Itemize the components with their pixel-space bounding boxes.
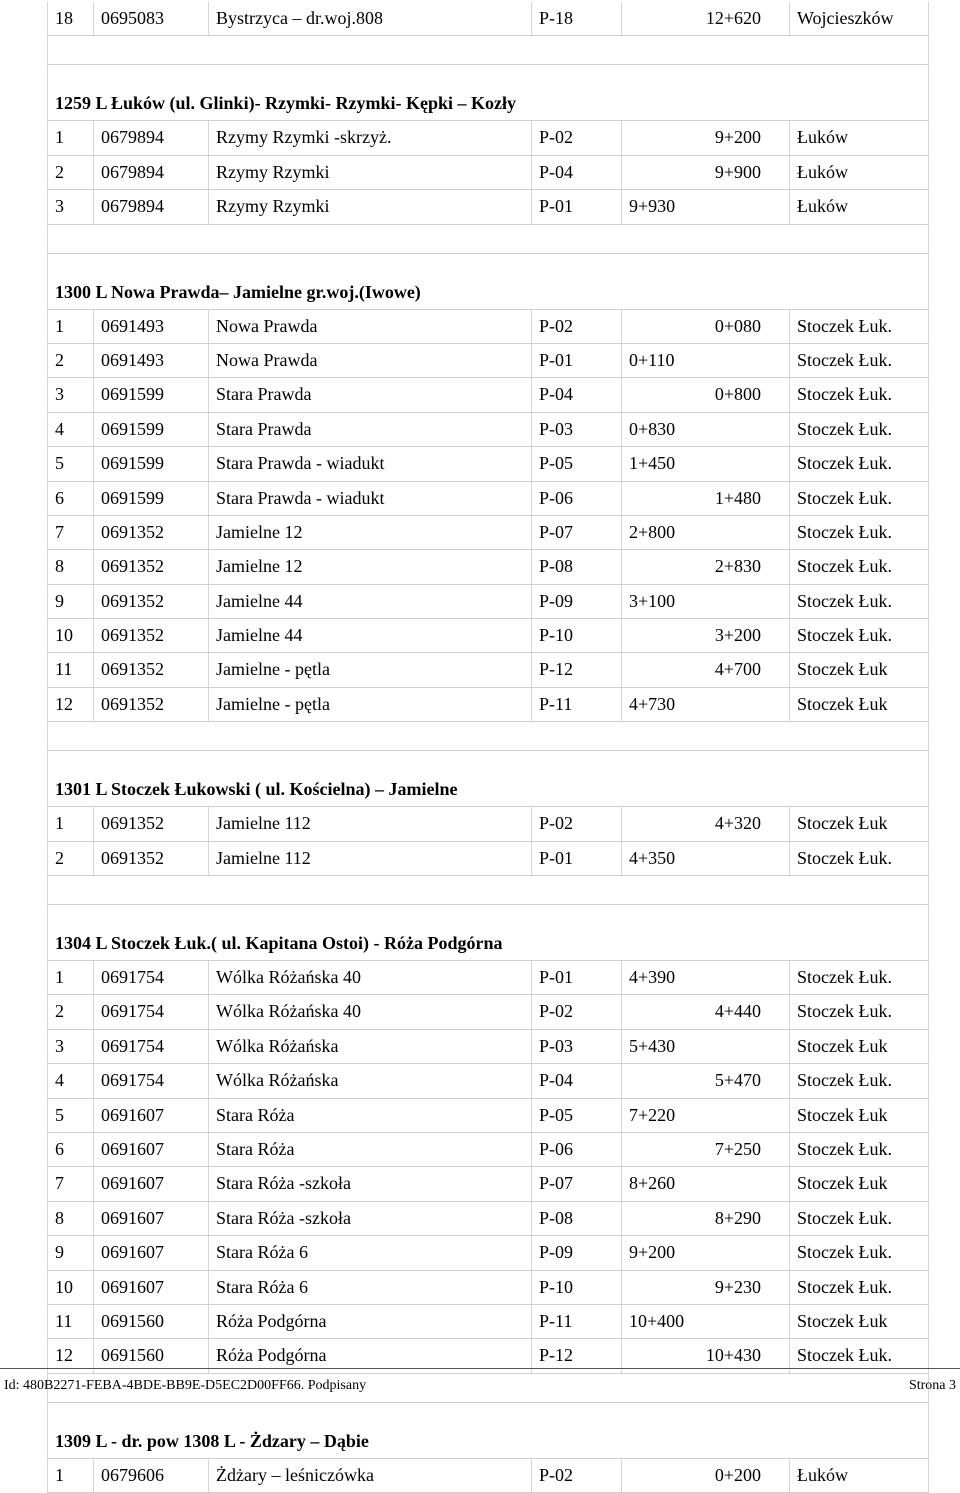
point-cell: P-04 [532, 378, 622, 411]
code-cell: 0691493 [94, 344, 209, 377]
city-cell: Stoczek Łuk. [790, 482, 929, 515]
row-number: 8 [47, 550, 94, 583]
row-number: 5 [47, 1099, 94, 1132]
point-cell: P-02 [532, 995, 622, 1028]
city-cell: Stoczek Łuk [790, 1167, 929, 1200]
section-heading [47, 751, 929, 807]
km-cell: 9+200 [622, 121, 790, 154]
code-cell: 0679894 [94, 121, 209, 154]
point-cell: P-06 [532, 482, 622, 515]
section-title: 1304 L Stoczek Łuk.( ul. Kapitana Ostoi) - Róża Podgórna [55, 933, 503, 954]
row-number: 12 [47, 1339, 94, 1372]
code-cell: 0691560 [94, 1339, 209, 1372]
city-cell: Stoczek Łuk. [790, 1133, 929, 1166]
point-cell: P-04 [532, 156, 622, 189]
point-cell: P-05 [532, 1099, 622, 1132]
point-cell: P-03 [532, 1030, 622, 1063]
km-cell: 0+200 [622, 1459, 790, 1492]
point-cell: P-08 [532, 550, 622, 583]
point-cell: P-02 [532, 121, 622, 154]
point-cell: P-02 [532, 310, 622, 343]
table-row [47, 995, 929, 1029]
row-number: 1 [47, 121, 94, 154]
point-cell: P-01 [532, 842, 622, 875]
table-row [47, 842, 929, 876]
row-number: 7 [47, 1167, 94, 1200]
city-cell: Stoczek Łuk [790, 688, 929, 721]
city-cell: Stoczek Łuk. [790, 1339, 929, 1372]
city-cell: Stoczek Łuk. [790, 413, 929, 446]
row-number: 4 [47, 1064, 94, 1097]
km-cell: 9+900 [622, 156, 790, 189]
code-cell: 0679894 [94, 190, 209, 223]
place-cell: Jamielne - pętla [209, 688, 532, 721]
table-row [47, 1202, 929, 1236]
point-cell: P-05 [532, 447, 622, 480]
place-cell: Wólka Różańska 40 [209, 995, 532, 1028]
city-cell: Stoczek Łuk. [790, 516, 929, 549]
code-cell: 0691754 [94, 1030, 209, 1063]
row-number: 7 [47, 516, 94, 549]
section-heading [47, 254, 929, 310]
place-cell: Stara Prawda - wiadukt [209, 482, 532, 515]
city-cell: Stoczek Łuk. [790, 344, 929, 377]
table-row [47, 344, 929, 378]
km-cell: 9+930 [622, 190, 790, 223]
table-row [47, 653, 929, 687]
row-number: 11 [47, 653, 94, 686]
city-cell: Stoczek Łuk. [790, 447, 929, 480]
point-cell: P-01 [532, 190, 622, 223]
km-cell: 10+400 [622, 1305, 790, 1338]
city-cell: Łuków [790, 190, 929, 223]
point-cell: P-12 [532, 1339, 622, 1372]
code-cell: 0691352 [94, 653, 209, 686]
place-cell: Stara Prawda - wiadukt [209, 447, 532, 480]
point-cell: P-11 [532, 688, 622, 721]
city-cell: Stoczek Łuk. [790, 585, 929, 618]
point-cell: P-07 [532, 516, 622, 549]
km-cell: 4+700 [622, 653, 790, 686]
point-cell: P-06 [532, 1133, 622, 1166]
city-cell: Łuków [790, 121, 929, 154]
city-cell: Stoczek Łuk. [790, 1236, 929, 1269]
row-number: 6 [47, 482, 94, 515]
city-cell: Stoczek Łuk. [790, 550, 929, 583]
row-number: 1 [47, 1459, 94, 1492]
table-row [47, 378, 929, 412]
row-number: 10 [47, 1271, 94, 1304]
city-cell: Stoczek Łuk. [790, 961, 929, 994]
table-row [47, 2, 929, 36]
km-cell: 0+110 [622, 344, 790, 377]
table-row [47, 1236, 929, 1270]
code-cell: 0691352 [94, 807, 209, 840]
city-cell: Stoczek Łuk. [790, 1271, 929, 1304]
city-cell: Stoczek Łuk. [790, 1064, 929, 1097]
km-cell: 9+230 [622, 1271, 790, 1304]
row-number: 1 [47, 807, 94, 840]
place-cell: Jamielne 12 [209, 550, 532, 583]
km-cell: 12+620 [622, 2, 790, 35]
section-title: 1309 L - dr. pow 1308 L - Żdzary – Dąbie [55, 1430, 369, 1451]
code-cell: 0691599 [94, 413, 209, 446]
code-cell: 0691599 [94, 378, 209, 411]
row-number: 18 [47, 2, 94, 35]
place-cell: Wólka Różańska 40 [209, 961, 532, 994]
row-number: 1 [47, 961, 94, 994]
city-cell: Łuków [790, 156, 929, 189]
section-spacer [47, 36, 929, 65]
code-cell: 0691352 [94, 585, 209, 618]
km-cell: 2+800 [622, 516, 790, 549]
point-cell: P-10 [532, 619, 622, 652]
place-cell: Róża Podgórna [209, 1305, 532, 1338]
code-cell: 0691352 [94, 688, 209, 721]
km-cell: 8+290 [622, 1202, 790, 1235]
point-cell: P-04 [532, 1064, 622, 1097]
section-title: 1301 L Stoczek Łukowski ( ul. Kościelna) – Jamielne [55, 779, 458, 800]
km-cell: 5+470 [622, 1064, 790, 1097]
table-row [47, 156, 929, 190]
point-cell: P-07 [532, 1167, 622, 1200]
row-number: 9 [47, 1236, 94, 1269]
table-row [47, 413, 929, 447]
code-cell: 0679894 [94, 156, 209, 189]
city-cell: Łuków [790, 1459, 929, 1492]
km-cell: 2+830 [622, 550, 790, 583]
place-cell: Jamielne 44 [209, 585, 532, 618]
row-number: 3 [47, 1030, 94, 1063]
place-cell: Jamielne - pętla [209, 653, 532, 686]
city-cell: Stoczek Łuk. [790, 842, 929, 875]
code-cell: 0691607 [94, 1202, 209, 1235]
place-cell: Jamielne 44 [209, 619, 532, 652]
code-cell: 0691607 [94, 1133, 209, 1166]
table-row [47, 585, 929, 619]
km-cell: 10+430 [622, 1339, 790, 1372]
table-row [47, 688, 929, 722]
page-number: Strona 3 [908, 1378, 956, 1393]
km-cell: 7+220 [622, 1099, 790, 1132]
row-number: 12 [47, 688, 94, 721]
km-cell: 4+730 [622, 688, 790, 721]
code-cell: 0691607 [94, 1236, 209, 1269]
point-cell: P-09 [532, 1236, 622, 1269]
section-spacer [47, 876, 929, 905]
row-number: 2 [47, 842, 94, 875]
table-row [47, 807, 929, 841]
km-cell: 4+390 [622, 961, 790, 994]
row-number: 2 [47, 995, 94, 1028]
table-row [47, 121, 929, 155]
km-cell: 4+440 [622, 995, 790, 1028]
row-number: 1 [47, 310, 94, 343]
km-cell: 0+080 [622, 310, 790, 343]
city-cell: Stoczek Łuk [790, 807, 929, 840]
place-cell: Stara Prawda [209, 378, 532, 411]
place-cell: Wólka Różańska [209, 1030, 532, 1063]
row-number: 11 [47, 1305, 94, 1338]
point-cell: P-12 [532, 653, 622, 686]
place-cell: Żdżary – leśniczówka [209, 1459, 532, 1492]
place-cell: Rzymy Rzymki -skrzyż. [209, 121, 532, 154]
row-number: 3 [47, 190, 94, 223]
section-heading [47, 65, 929, 121]
table-row [47, 1271, 929, 1305]
point-cell: P-03 [532, 413, 622, 446]
km-cell: 4+350 [622, 842, 790, 875]
table-row [47, 619, 929, 653]
city-cell: Stoczek Łuk. [790, 619, 929, 652]
place-cell: Nowa Prawda [209, 344, 532, 377]
table-row [47, 1305, 929, 1339]
document-id: Id: 480B2271-FEBA-4BDE-BB9E-D5EC2D00FF66. Podpisany [4, 1378, 367, 1393]
place-cell: Stara Róża -szkoła [209, 1167, 532, 1200]
point-cell: P-02 [532, 807, 622, 840]
row-number: 10 [47, 619, 94, 652]
table-row [47, 961, 929, 995]
city-cell: Stoczek Łuk [790, 1305, 929, 1338]
city-cell: Stoczek Łuk. [790, 995, 929, 1028]
km-cell: 9+200 [622, 1236, 790, 1269]
point-cell: P-01 [532, 344, 622, 377]
place-cell: Jamielne 112 [209, 807, 532, 840]
km-cell: 1+480 [622, 482, 790, 515]
place-cell: Stara Róża -szkoła [209, 1202, 532, 1235]
row-number: 5 [47, 447, 94, 480]
point-cell: P-09 [532, 585, 622, 618]
km-cell: 8+260 [622, 1167, 790, 1200]
row-number: 6 [47, 1133, 94, 1166]
code-cell: 0691754 [94, 961, 209, 994]
point-cell: P-08 [532, 1202, 622, 1235]
code-cell: 0691599 [94, 482, 209, 515]
code-cell: 0691352 [94, 842, 209, 875]
city-cell: Stoczek Łuk. [790, 378, 929, 411]
km-cell: 5+430 [622, 1030, 790, 1063]
place-cell: Stara Prawda [209, 413, 532, 446]
place-cell: Nowa Prawda [209, 310, 532, 343]
section-spacer [47, 722, 929, 751]
point-cell: P-11 [532, 1305, 622, 1338]
city-cell: Stoczek Łuk. [790, 310, 929, 343]
code-cell: 0695083 [94, 2, 209, 35]
table-row [47, 1030, 929, 1064]
code-cell: 0691352 [94, 619, 209, 652]
page-footer [0, 1368, 960, 1399]
km-cell: 3+100 [622, 585, 790, 618]
point-cell: P-02 [532, 1459, 622, 1492]
place-cell: Rzymy Rzymki [209, 156, 532, 189]
code-cell: 0691560 [94, 1305, 209, 1338]
code-cell: 0679606 [94, 1459, 209, 1492]
place-cell: Stara Róża 6 [209, 1271, 532, 1304]
city-cell: Stoczek Łuk [790, 653, 929, 686]
code-cell: 0691599 [94, 447, 209, 480]
code-cell: 0691352 [94, 550, 209, 583]
place-cell: Rzymy Rzymki [209, 190, 532, 223]
section-title: 1300 L Nowa Prawda– Jamielne gr.woj.(Iwowe) [55, 281, 421, 302]
row-number: 3 [47, 378, 94, 411]
code-cell: 0691754 [94, 995, 209, 1028]
place-cell: Bystrzyca – dr.woj.808 [209, 2, 532, 35]
section-title: 1259 L Łuków (ul. Glinki)- Rzymki- Rzymki- Kępki – Kozły [55, 93, 517, 114]
code-cell: 0691607 [94, 1099, 209, 1132]
km-cell: 1+450 [622, 447, 790, 480]
table-row [47, 516, 929, 550]
place-cell: Stara Róża [209, 1133, 532, 1166]
document-table [47, 2, 929, 1493]
row-number: 2 [47, 344, 94, 377]
table-row [47, 1459, 929, 1493]
place-cell: Wólka Różańska [209, 1064, 532, 1097]
point-cell: P-10 [532, 1271, 622, 1304]
place-cell: Jamielne 112 [209, 842, 532, 875]
km-cell: 7+250 [622, 1133, 790, 1166]
table-row [47, 482, 929, 516]
section-spacer [47, 225, 929, 254]
km-cell: 0+800 [622, 378, 790, 411]
point-cell: P-18 [532, 2, 622, 35]
row-number: 9 [47, 585, 94, 618]
code-cell: 0691607 [94, 1271, 209, 1304]
city-cell: Stoczek Łuk [790, 1099, 929, 1132]
table-row [47, 1064, 929, 1098]
row-number: 4 [47, 413, 94, 446]
km-cell: 4+320 [622, 807, 790, 840]
place-cell: Stara Róża [209, 1099, 532, 1132]
row-number: 2 [47, 156, 94, 189]
km-cell: 0+830 [622, 413, 790, 446]
section-heading [47, 1403, 929, 1459]
table-row [47, 1133, 929, 1167]
code-cell: 0691754 [94, 1064, 209, 1097]
table-row [47, 550, 929, 584]
place-cell: Róża Podgórna [209, 1339, 532, 1372]
section-heading [47, 905, 929, 961]
place-cell: Stara Róża 6 [209, 1236, 532, 1269]
place-cell: Jamielne 12 [209, 516, 532, 549]
code-cell: 0691493 [94, 310, 209, 343]
city-cell: Stoczek Łuk. [790, 1202, 929, 1235]
km-cell: 3+200 [622, 619, 790, 652]
point-cell: P-01 [532, 961, 622, 994]
code-cell: 0691607 [94, 1167, 209, 1200]
table-row [47, 310, 929, 344]
city-cell: Wojcieszków [790, 2, 929, 35]
table-row [47, 1099, 929, 1133]
table-row [47, 1167, 929, 1201]
code-cell: 0691352 [94, 516, 209, 549]
table-row [47, 447, 929, 481]
table-row [47, 190, 929, 224]
row-number: 8 [47, 1202, 94, 1235]
city-cell: Stoczek Łuk [790, 1030, 929, 1063]
